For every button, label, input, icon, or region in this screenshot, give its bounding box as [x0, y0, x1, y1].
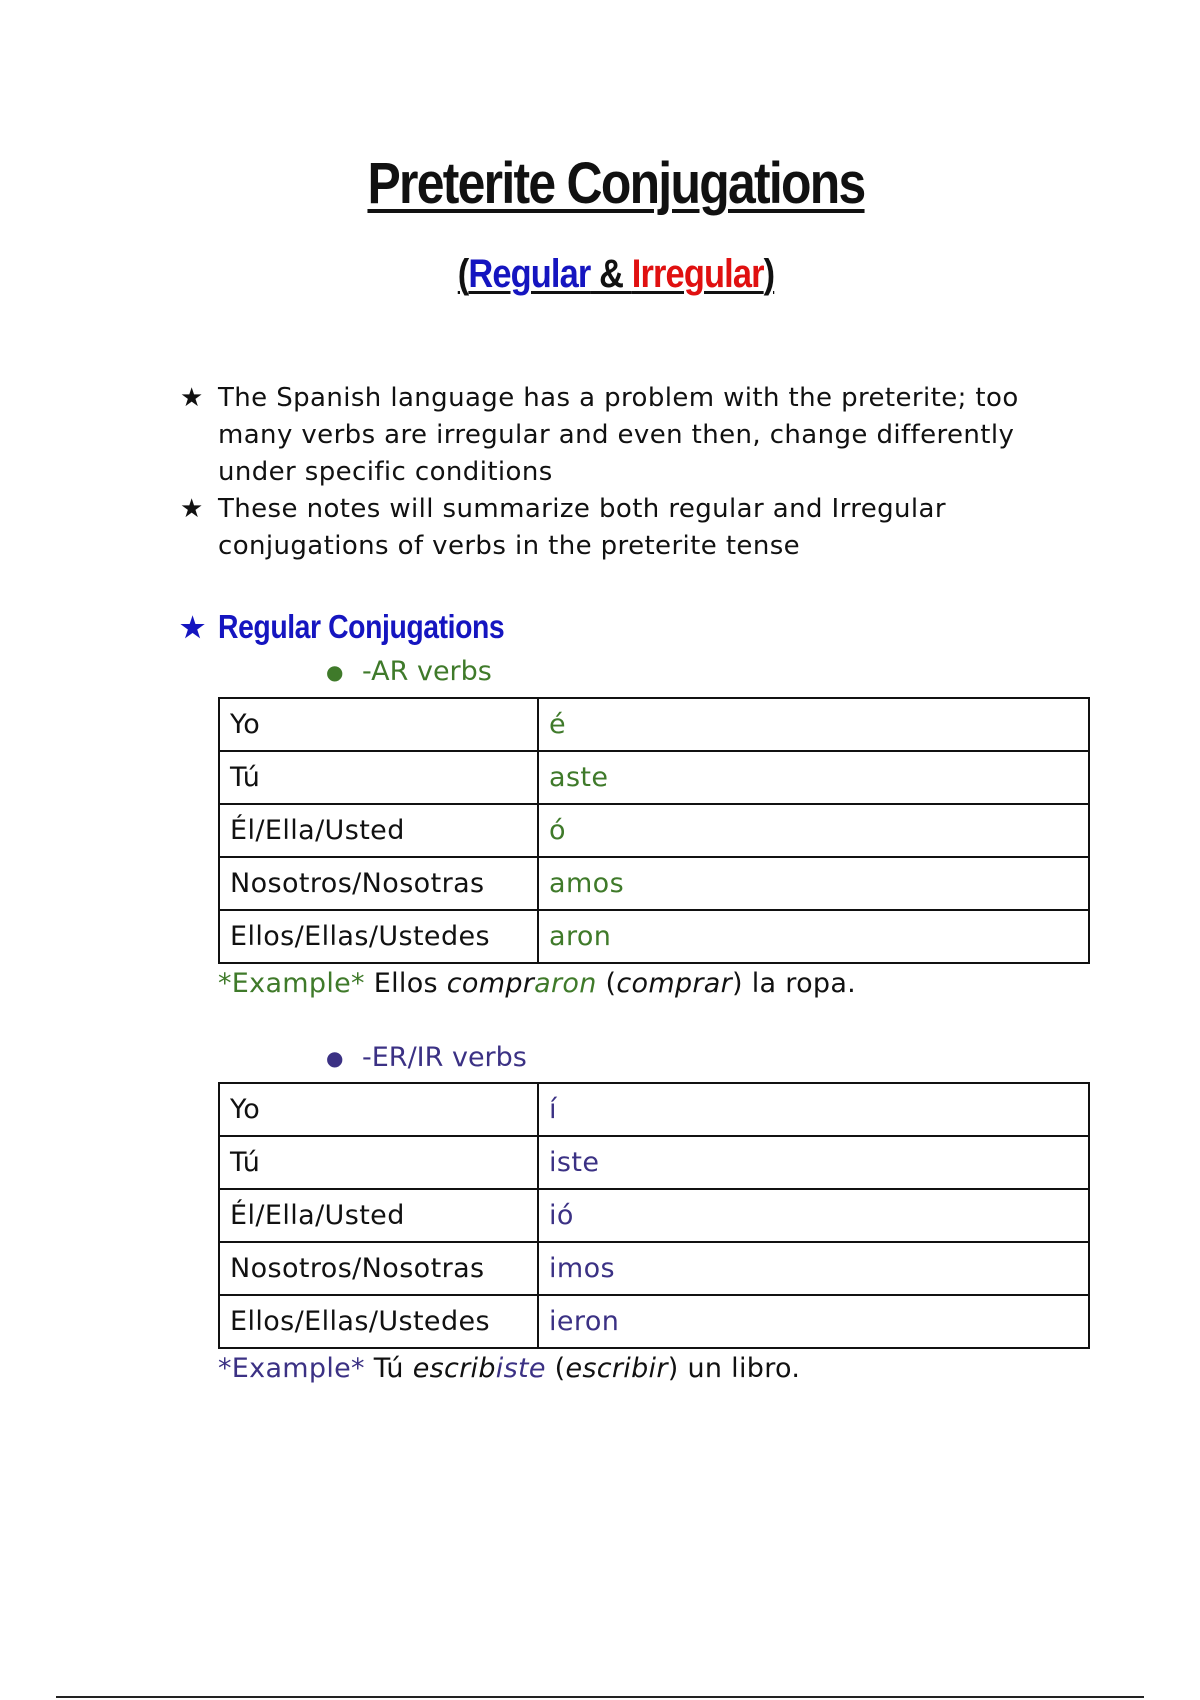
intro-bullets [180, 380, 1080, 565]
example-infinitive: comprar [616, 968, 733, 999]
ending-cell: ó [538, 804, 1089, 857]
sub-bullet-label: -ER/IR verbs [362, 1042, 527, 1073]
example-close: ) la ropa. [732, 968, 857, 999]
intro-bullet-text: These notes will summarize both regular and Irregular conjugations of verbs in the preterite tense [218, 494, 946, 561]
subtitle-ampersand: & [590, 252, 632, 296]
pronoun-cell: Ellos/Ellas/Ustedes [219, 1295, 538, 1348]
subtitle-open-paren: ( [457, 252, 469, 296]
table-row [219, 1083, 1089, 1136]
erir-example [218, 1353, 800, 1384]
ending-cell: é [538, 698, 1089, 751]
sub-bullet-erir [326, 1042, 527, 1073]
example-verb-stem: escrib [412, 1353, 496, 1384]
subtitle-regular: Regular [468, 252, 591, 296]
pronoun-cell: Ellos/Ellas/Ustedes [219, 910, 538, 963]
pronoun-cell: Él/Ella/Usted [219, 1189, 538, 1242]
sub-bullet-label: -AR verbs [362, 656, 492, 687]
intro-bullet [180, 380, 1080, 491]
table-row [219, 751, 1089, 804]
page-title: Preterite Conjugations [367, 151, 865, 216]
erir-conjugation-table [218, 1082, 1090, 1349]
subtitle-irregular: Irregular [631, 252, 764, 296]
table-row [219, 1136, 1089, 1189]
intro-bullet-text: The Spanish language has a problem with the preterite; too many verbs are irregular and even then, change differently under specific conditions [218, 383, 1019, 487]
ending-cell: imos [538, 1242, 1089, 1295]
section-heading-label: Regular Conjugations [218, 608, 505, 645]
ending-cell: í [538, 1083, 1089, 1136]
example-verb-ending: aron [534, 968, 597, 999]
pronoun-cell: Nosotros/Nosotras [219, 1242, 538, 1295]
example-verb-stem: compr [446, 968, 535, 999]
example-tag: *Example* [218, 1353, 365, 1384]
intro-bullet [180, 491, 1080, 565]
subtitle-close-paren: ) [763, 252, 775, 296]
ending-cell: amos [538, 857, 1089, 910]
page-subtitle [86, 252, 1146, 297]
ending-cell: ieron [538, 1295, 1089, 1348]
dot-icon: ● [326, 1045, 344, 1070]
pronoun-cell: Nosotros/Nosotras [219, 857, 538, 910]
table-row [219, 910, 1089, 963]
example-verb-ending: iste [495, 1353, 546, 1384]
table-row [219, 1295, 1089, 1348]
ending-cell: iste [538, 1136, 1089, 1189]
table-row [219, 804, 1089, 857]
ar-conjugation-table [218, 697, 1090, 964]
example-tag: *Example* [218, 968, 365, 999]
section-heading-regular [180, 608, 551, 646]
footer-divider [56, 1696, 1144, 1698]
example-lead: Ellos [364, 968, 447, 999]
pronoun-cell: Tú [219, 751, 538, 804]
example-infinitive: escribir [565, 1353, 668, 1384]
pronoun-cell: Yo [219, 1083, 538, 1136]
example-open: ( [596, 968, 617, 999]
table-row [219, 698, 1089, 751]
table-row [219, 857, 1089, 910]
ar-example [218, 968, 856, 999]
dot-icon: ● [326, 659, 344, 684]
table-row [219, 1242, 1089, 1295]
table-row [219, 1189, 1089, 1242]
pronoun-cell: Él/Ella/Usted [219, 804, 538, 857]
star-icon: ★ [180, 611, 206, 643]
ending-cell: ió [538, 1189, 1089, 1242]
example-lead: Tú [364, 1353, 413, 1384]
example-close: ) un libro. [667, 1353, 801, 1384]
pronoun-cell: Tú [219, 1136, 538, 1189]
ending-cell: aron [538, 910, 1089, 963]
star-icon: ★ [180, 383, 204, 413]
star-icon: ★ [180, 494, 204, 524]
example-open: ( [545, 1353, 566, 1384]
sub-bullet-ar [326, 656, 492, 687]
ending-cell: aste [538, 751, 1089, 804]
pronoun-cell: Yo [219, 698, 538, 751]
